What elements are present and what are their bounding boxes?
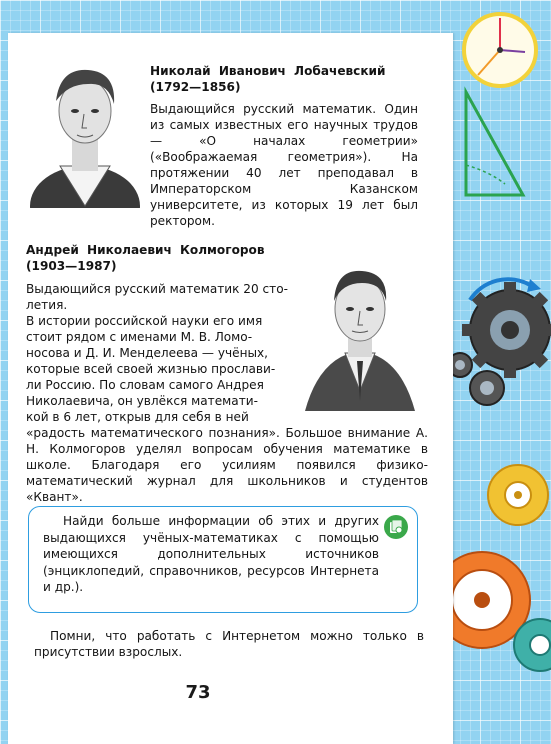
person2-years: (1903—1987)	[26, 259, 117, 273]
person2-bio-wrap	[26, 281, 292, 425]
person2-bio-line: Выдающийся русский математик 20 сто-	[26, 282, 288, 296]
person1-bio: Выдающийся русский математик. Один из самых известных его научных трудов — «О началах геометрии» («Воображаемая геометрия»). На протяжении 40 лет преподавал в Императорском Казанском университете, из которых 19 лет был ректором.	[150, 102, 418, 228]
textbook-page	[8, 33, 453, 744]
person2-bio-line: ли Россию. По словам самого Андрея	[26, 378, 264, 392]
person2-bio-line: стоит рядом с именами М. В. Ломо-	[26, 330, 253, 344]
person1-years: (1792—1856)	[150, 80, 241, 94]
person2-bio-line: Николаевича, он увлёкся математи-	[26, 394, 258, 408]
task-text: Найди больше информации об этих и других выдающихся учёных-математиках с помощью имеющихся дополнительных источников (энциклопедий, справочников, ресурсов Интернета и др.).	[43, 514, 379, 594]
page-number: 73	[185, 682, 211, 703]
task-box	[28, 506, 418, 613]
small-gear-icon	[470, 371, 504, 405]
safety-note: Помни, что работать с Интернетом можно только в присутствии взрослых.	[34, 629, 424, 659]
person2-bio-line: летия.	[26, 298, 68, 312]
person2-name: Андрей Николаевич Колмогоров	[26, 243, 265, 257]
person2-bio-cont: «радость математического познания». Большое внимание А. Н. Колмогоров уделял вопросам обучения математике в школе. Благодаря его усилиям появился физико-математический журнал для школьников и студентов «Квант».	[26, 426, 428, 504]
yellow-gear-icon	[488, 465, 548, 525]
triangle-icon	[466, 92, 523, 195]
person1-name: Николай Иванович Лобачевский	[150, 64, 386, 78]
portrait-kolmogorov	[300, 251, 420, 411]
portrait-lobachevsky	[30, 56, 140, 208]
person2-bio-line: носова и Д. И. Менделеева — учёных,	[26, 346, 269, 360]
person2-bio-line: кой в 6 лет, открыв для себя в ней	[26, 410, 249, 424]
resources-icon	[383, 514, 409, 540]
person2-header	[26, 242, 296, 274]
clock-icon	[464, 14, 536, 86]
person2-bio-line: В истории российской науки его имя	[26, 314, 263, 328]
gear-icon	[462, 282, 551, 378]
person1-block	[150, 63, 418, 229]
person2-bio-line: которые всей своей жизнью прослави-	[26, 362, 276, 376]
